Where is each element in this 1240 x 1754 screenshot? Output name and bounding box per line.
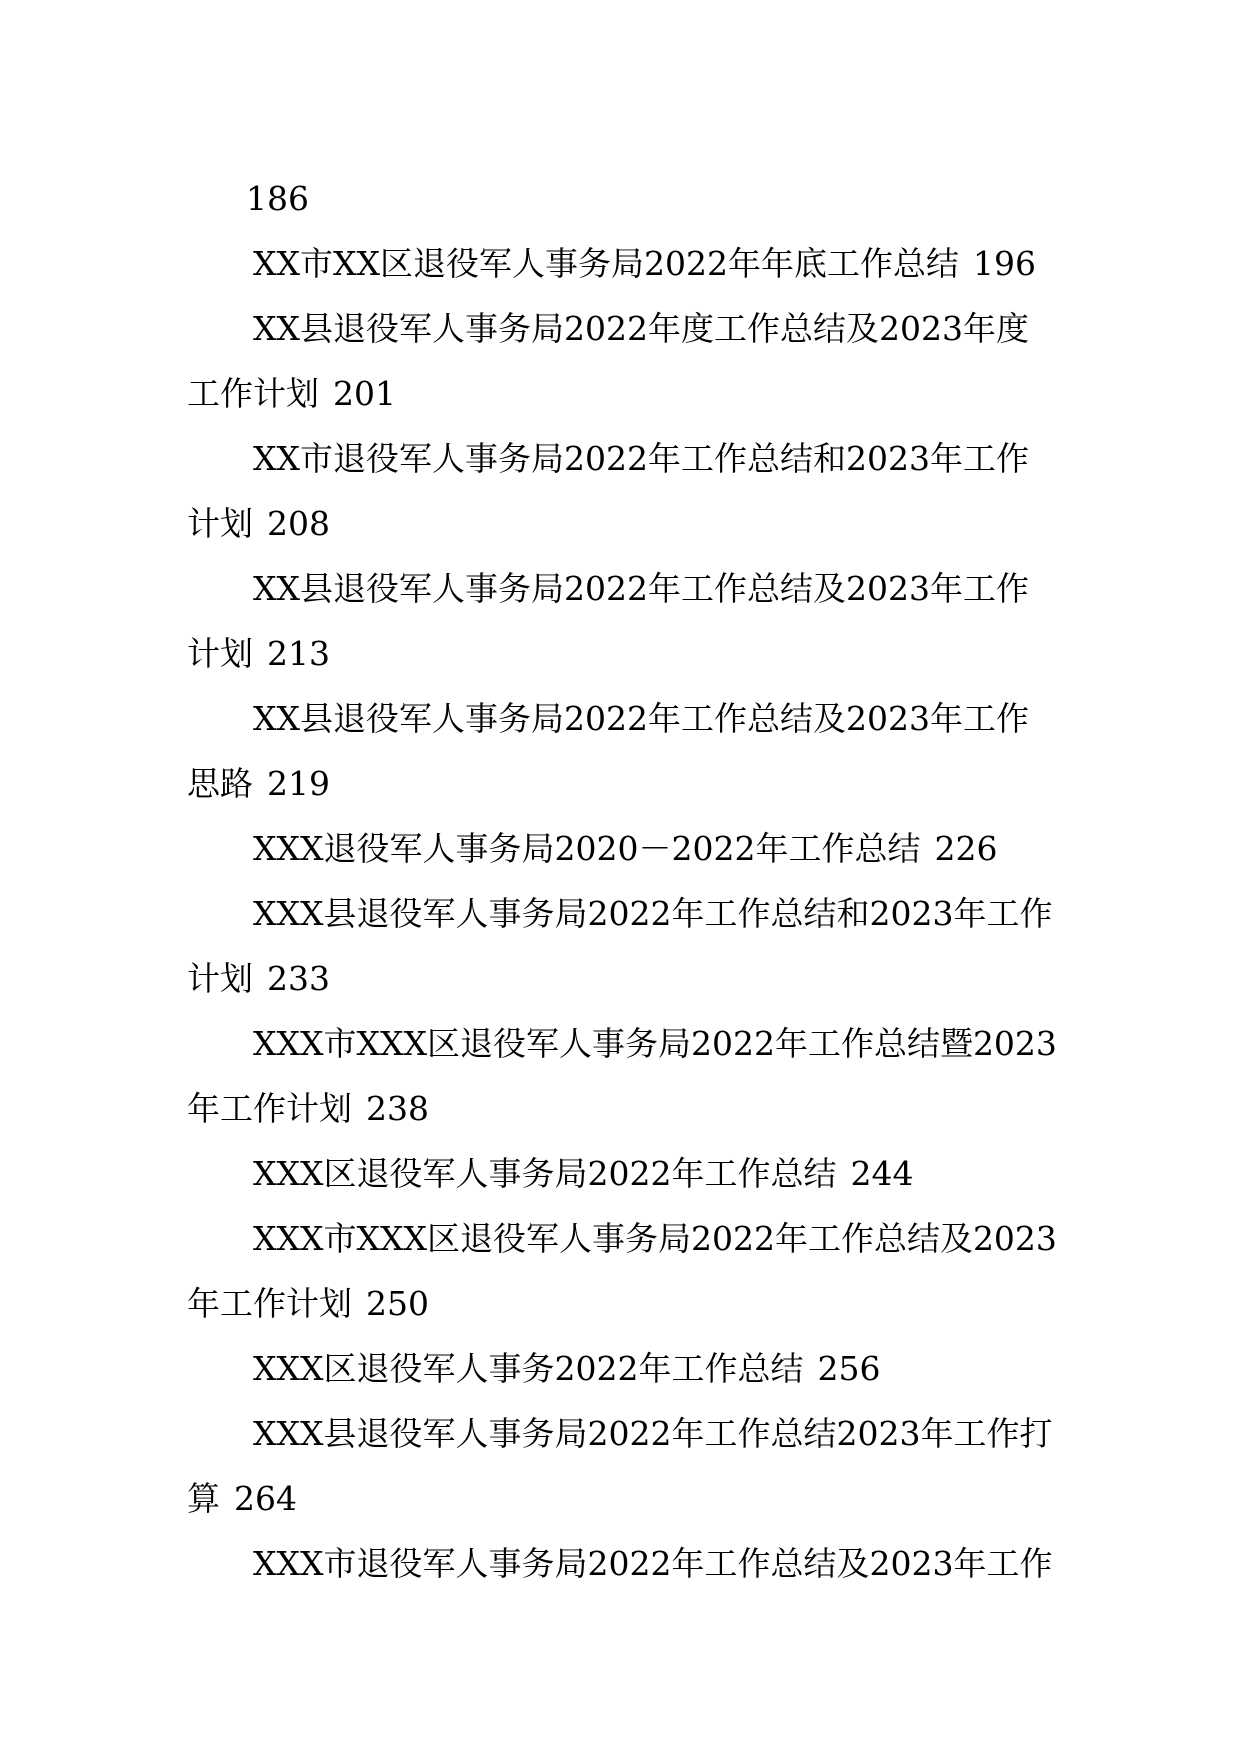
toc-entry[interactable]	[187, 1011, 1057, 1141]
table-of-contents	[187, 166, 1057, 1596]
toc-entry-page-number: 233	[267, 959, 330, 998]
toc-entry[interactable]	[187, 881, 1057, 1011]
toc-entry[interactable]	[187, 1531, 1057, 1596]
toc-entry[interactable]	[187, 1336, 1057, 1401]
toc-entry-title: XXX区退役军人事务局2022年工作总结	[253, 1154, 837, 1193]
toc-entry-title: XXX市XXX区退役军人事务局2022年工作总结及2023年工作计划	[187, 1219, 1057, 1323]
toc-entry[interactable]	[187, 166, 1057, 231]
toc-entry[interactable]	[187, 296, 1057, 426]
toc-entry-title: XXX市退役军人事务局2022年工作总结及2023年工作	[253, 1544, 1053, 1583]
toc-entry-page-number: 196	[972, 244, 1036, 283]
toc-entry[interactable]	[187, 426, 1057, 556]
toc-entry-title: XX县退役军人事务局2022年度工作总结及2023年度工作计划	[187, 309, 1029, 413]
toc-entry-title: XX县退役军人事务局2022年工作总结及2023年工作思路	[187, 699, 1029, 803]
toc-entry-title: XXX市XXX区退役军人事务局2022年工作总结暨2023年工作计划	[187, 1024, 1057, 1128]
toc-entry[interactable]	[187, 816, 1057, 881]
toc-entry-title: XX市退役军人事务局2022年工作总结和2023年工作计划	[187, 439, 1029, 543]
toc-entry-title: XXX县退役军人事务局2022年工作总结和2023年工作计划	[187, 894, 1053, 998]
toc-entry-title: XX市XX区退役军人事务局2022年年底工作总结	[253, 244, 959, 283]
toc-entry[interactable]	[187, 686, 1057, 816]
toc-entry-page-number: 219	[267, 764, 330, 803]
toc-entry-page-number: 186	[246, 179, 309, 218]
toc-entry-title: XXX区退役军人事务2022年工作总结	[253, 1349, 804, 1388]
toc-entry-title: XXX退役军人事务局2020－2022年工作总结	[253, 829, 921, 868]
toc-entry-page-number: 201	[333, 374, 396, 413]
toc-entry-page-number: 264	[234, 1479, 297, 1518]
toc-entry[interactable]	[187, 1141, 1057, 1206]
toc-entry[interactable]	[187, 1401, 1057, 1531]
toc-entry-page-number: 244	[850, 1154, 914, 1193]
toc-entry-page-number: 238	[366, 1089, 429, 1128]
toc-entry[interactable]	[187, 231, 1057, 296]
toc-entry-page-number: 250	[366, 1284, 429, 1323]
toc-entry[interactable]	[187, 1206, 1057, 1336]
toc-entry-title: XXX县退役军人事务局2022年工作总结2023年工作打算	[187, 1414, 1053, 1518]
toc-entry-page-number: 213	[267, 634, 330, 673]
toc-entry-page-number: 208	[267, 504, 330, 543]
toc-entry[interactable]	[187, 556, 1057, 686]
toc-entry-title: XX县退役军人事务局2022年工作总结及2023年工作计划	[187, 569, 1029, 673]
toc-entry-page-number: 256	[817, 1349, 881, 1388]
toc-entry-page-number: 226	[934, 829, 998, 868]
